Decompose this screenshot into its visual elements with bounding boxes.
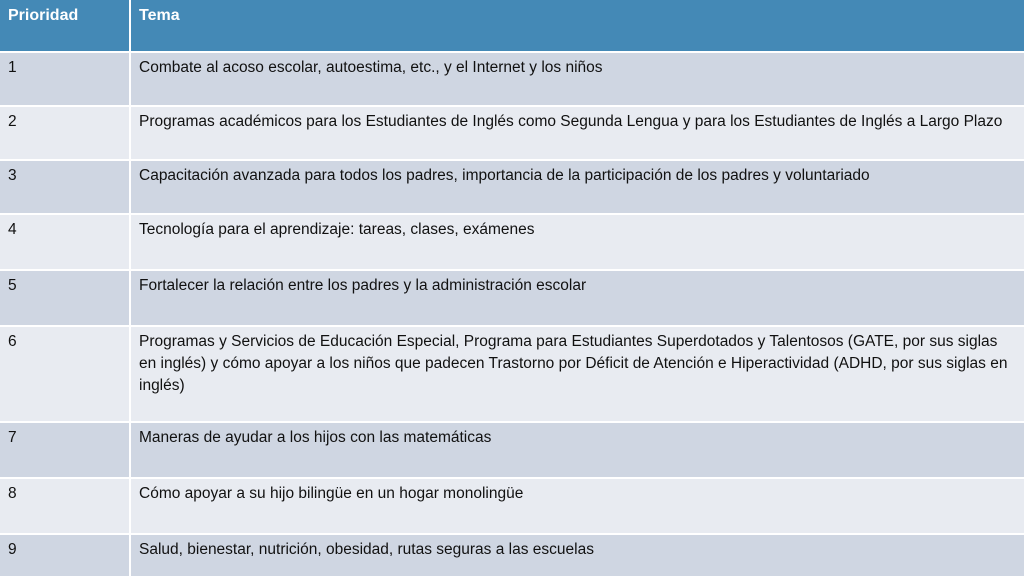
topic-cell: Maneras de ayudar a los hijos con las matemáticas — [130, 422, 1024, 478]
topic-cell: Salud, bienestar, nutrición, obesidad, rutas seguras a las escuelas — [130, 534, 1024, 576]
topic-cell: Capacitación avanzada para todos los padres, importancia de la participación de los padres y voluntariado — [130, 160, 1024, 214]
table-header-row — [0, 0, 1024, 52]
header-topic: Tema — [130, 0, 1024, 52]
topic-cell: Fortalecer la relación entre los padres y la administración escolar — [130, 270, 1024, 326]
topic-cell: Combate al acoso escolar, autoestima, etc., y el Internet y los niños — [130, 52, 1024, 106]
topic-cell: Programas y Servicios de Educación Especial, Programa para Estudiantes Superdotados y Talentosos (GATE, por sus siglas en inglés) y cómo apoyar a los niños que padecen Trastorno por Déficit de Atención e Hiperactividad (ADHD, por sus siglas en inglés) — [130, 326, 1024, 422]
table-row — [0, 214, 1024, 270]
priority-cell: 8 — [0, 478, 130, 534]
topic-cell: Tecnología para el aprendizaje: tareas, clases, exámenes — [130, 214, 1024, 270]
priority-cell: 1 — [0, 52, 130, 106]
table-row — [0, 534, 1024, 576]
priority-cell: 9 — [0, 534, 130, 576]
table-row — [0, 422, 1024, 478]
topic-cell: Programas académicos para los Estudiantes de Inglés como Segunda Lengua y para los Estudiantes de Inglés a Largo Plazo — [130, 106, 1024, 160]
priority-cell: 4 — [0, 214, 130, 270]
header-priority: Prioridad — [0, 0, 130, 52]
table-row — [0, 106, 1024, 160]
priority-cell: 5 — [0, 270, 130, 326]
priority-cell: 7 — [0, 422, 130, 478]
table-row — [0, 326, 1024, 422]
table-row — [0, 160, 1024, 214]
table-row — [0, 270, 1024, 326]
table-row — [0, 478, 1024, 534]
priority-cell: 2 — [0, 106, 130, 160]
topic-cell: Cómo apoyar a su hijo bilingüe en un hogar monolingüe — [130, 478, 1024, 534]
priority-cell: 3 — [0, 160, 130, 214]
table-row — [0, 52, 1024, 106]
priority-cell: 6 — [0, 326, 130, 422]
